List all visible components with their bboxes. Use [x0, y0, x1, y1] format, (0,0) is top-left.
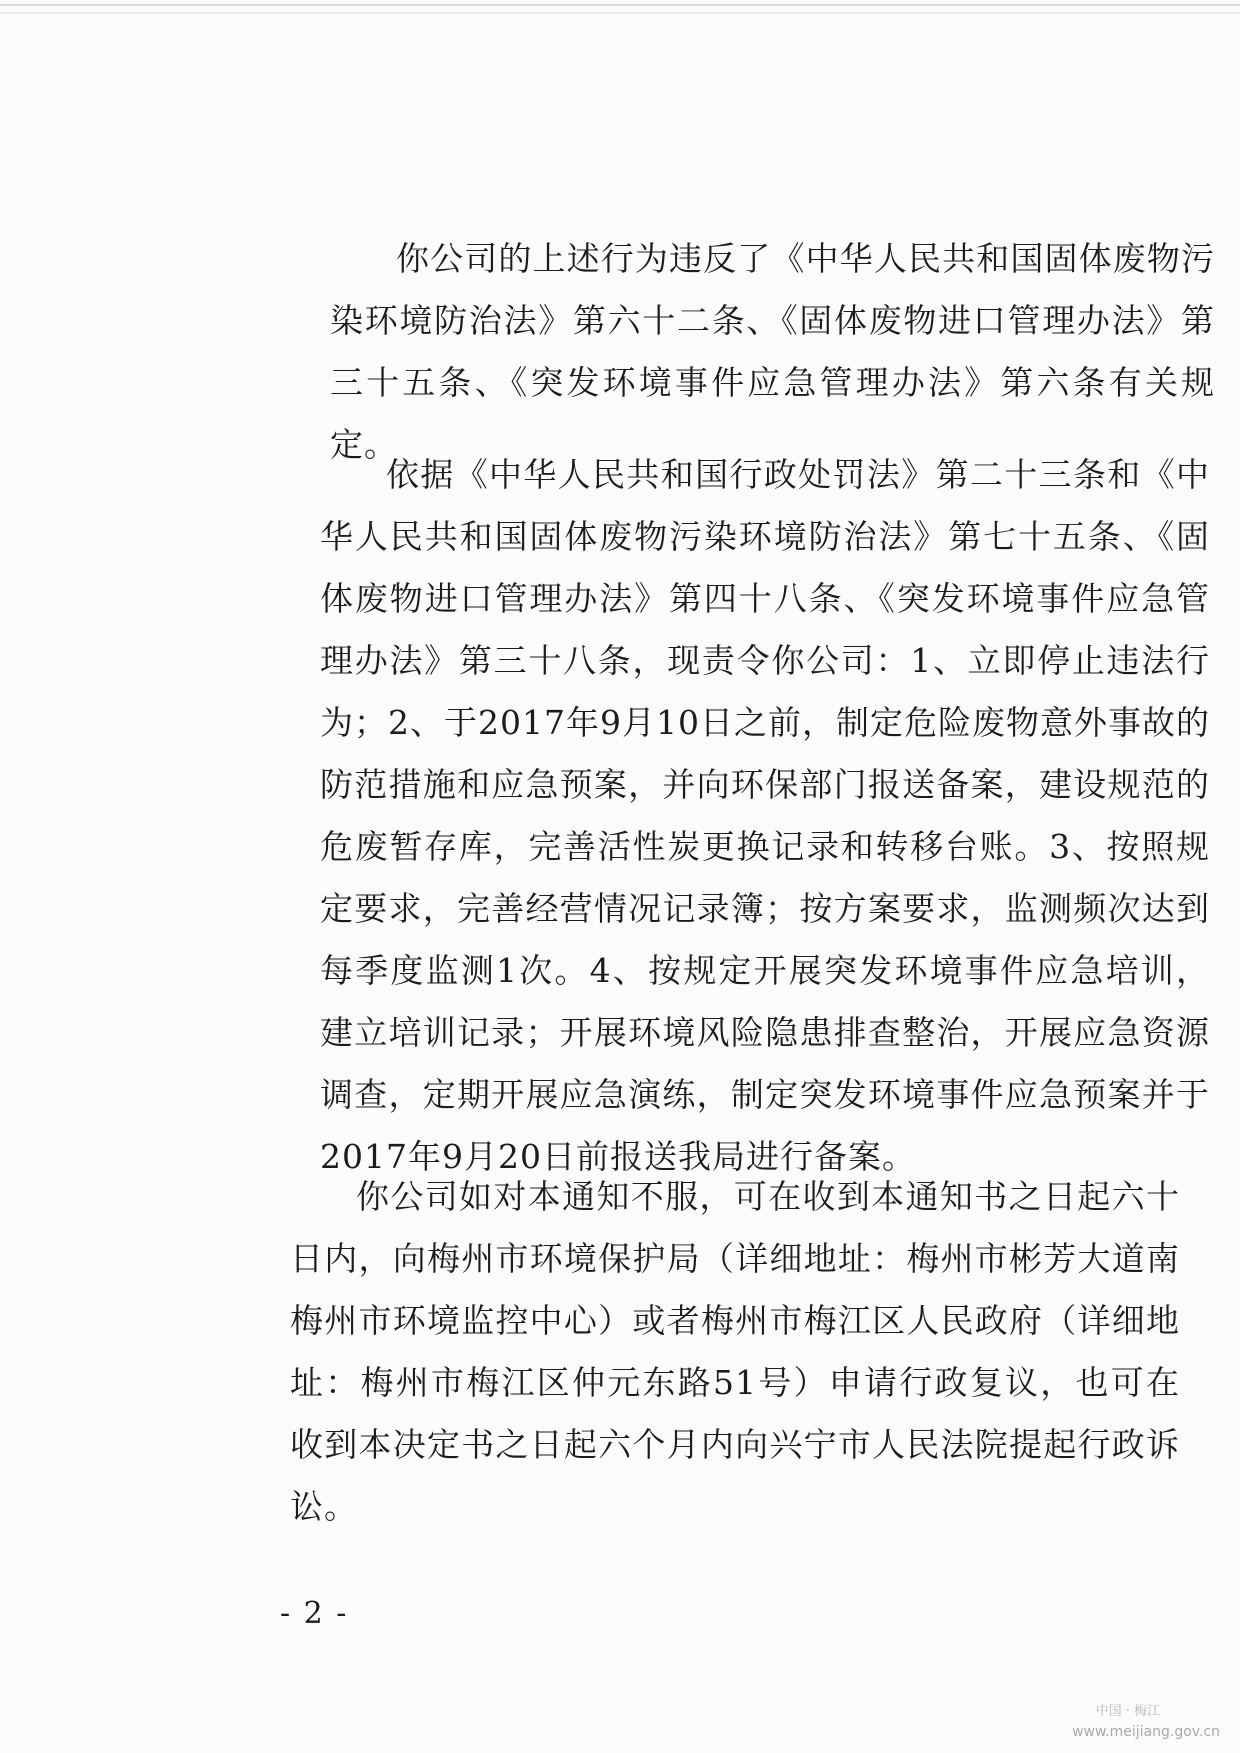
paragraph-order: 依据《中华人民共和国行政处罚法》第二十三条和《中华人民共和国固体废物污染环境防治法》第七十五条、《固体废物进口管理办法》第四十八条、《突发环境事件应急管理办法》第三十八条，现责令你公司：1、立即停止违法行为；2、于2017年9月10日之前，制定危险废物意外事故的防范措施和应急预案，并向环保部门报送备案，建设规范的危废暂存库，完善活性炭更换记录和转移台账。3、按照规定要求，完善经营情况记录簿；按方案要求，监测频次达到每季度监测1次。4、按规定开展突发环境事件应急培训，建立培训记录；开展环境风险隐患排查整治，开展应急资源调查，定期开展应急演练，制定突发环境事件应急预案并于2017年9月20日前报送我局进行备案。: [320, 455, 1210, 1176]
watermark-url: www.meijiang.gov.cn: [1072, 1724, 1220, 1740]
paragraph-violation: 你公司的上述行为违反了《中华人民共和国固体废物污染环境防治法》第六十二条、《固体废物进口管理办法》第三十五条、《突发环境事件应急管理办法》第六条有关规定。: [330, 239, 1215, 464]
site-watermark: [1072, 1704, 1220, 1742]
page-number: - 2 -: [280, 1596, 349, 1631]
watermark-site-name: 中国 · 梅江: [1095, 1704, 1160, 1719]
paragraph-appeal: 你公司如对本通知不服，可在收到本通知书之日起六十日内，向梅州市环境保护局（详细地址：梅州市彬芳大道南梅州市环境监控中心）或者梅州市梅江区人民政府（详细地址：梅州市梅江区仲元东路51号）申请行政复议，也可在收到本决定书之日起六个月内向兴宁市人民法院提起行政诉讼。: [290, 1177, 1180, 1526]
